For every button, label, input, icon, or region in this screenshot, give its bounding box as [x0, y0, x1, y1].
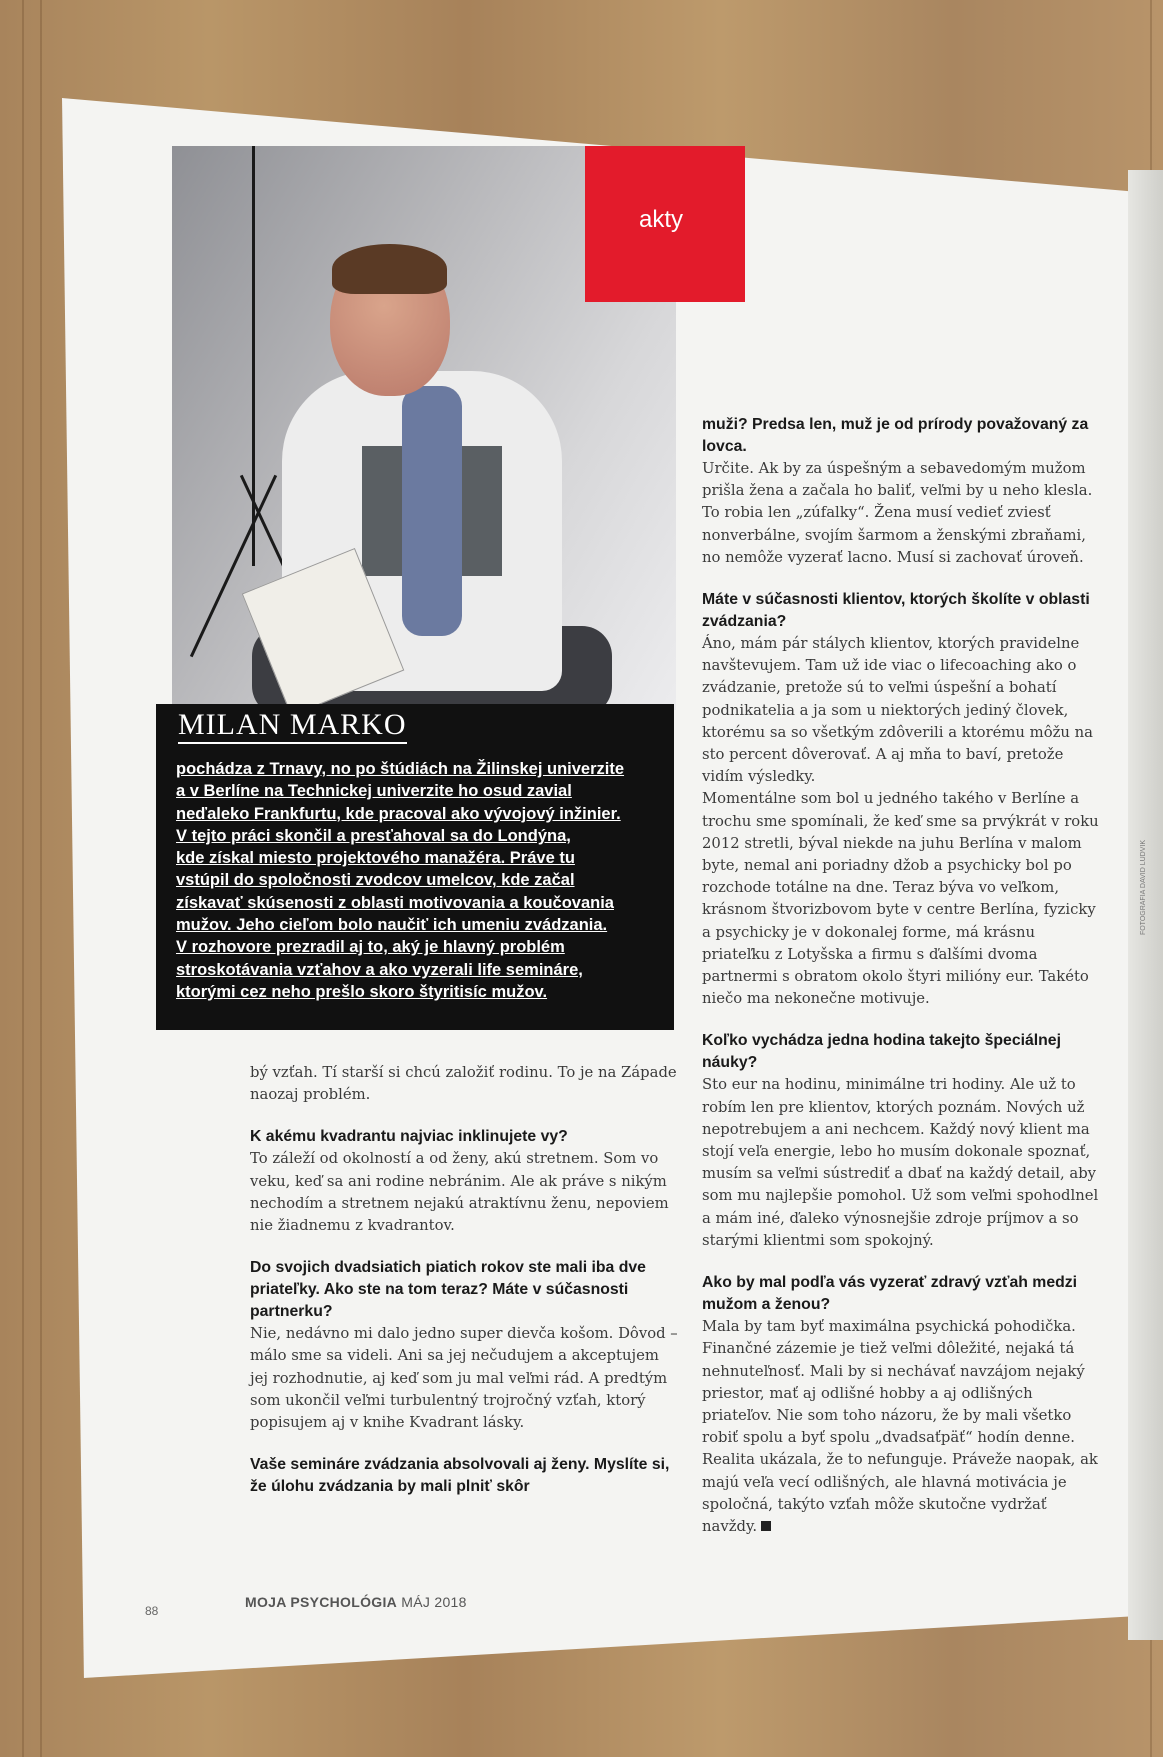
page-number: 88 — [145, 1604, 159, 1618]
bio-line: pochádza z Trnavy, no po štúdiách na Žilinskej univerzite — [176, 760, 625, 778]
bio-name: MILAN MARKO — [178, 708, 407, 744]
question-heading: Do svojich dvadsiatich piatich rokov ste mali iba dve priateľky. Ako ste na tom teraz? Máte v súčasnosti partnerku? — [250, 1259, 646, 1321]
bio-line: kde získal miesto projektového manažéra. Práve tu — [176, 849, 575, 868]
right-column — [702, 414, 1102, 1538]
magazine-name: MOJA PSYCHOLÓGIA — [245, 1594, 398, 1610]
answer-text: Mala by tam byť maximálna psychická pohodička. Finančné zázemie je tiež veľmi dôležité, nejaká tá nehnuteľnosť. Mali by si nechávať navzájom nejaký priestor, mať aj odlišné hobby a aj odlišných priateľov. Nie som toho názoru, že by mali všetko robiť spolu a byť spolu „dvadsaťpäť“ hodín denne. Realita ukázala, že to nefunguje. Práveže naopak, ak majú veľa vecí odlišných, ale hlavná motivácia je spoločná, takýto vzťah môže skutočne vydržať navždy. — [702, 1318, 1098, 1535]
answer-text: Určite. Ak by za úspešným a sebavedomým mužom prišla žena a začala ho baliť, veľmi by u neho klesla. To robia len „zúfalky“. Žena musí vedieť zviesť nonverbálne, svojím šarmom a ženskými zbraňami, no nemôže vyzerať lacno. Musí si zachovať úroveň. — [702, 460, 1093, 566]
question-heading: Máte v súčasnosti klientov, ktorých školíte v oblasti zvádzania? — [702, 591, 1090, 631]
bio-line: vstúpil do spoločnosti zvodcov umelcov, kde začal — [176, 871, 575, 890]
bio-text — [176, 758, 666, 1003]
section-tag — [585, 146, 745, 302]
bio-line: a v Berlíne na Technickej univerzite ho osud zavial — [176, 782, 572, 801]
footer-title — [245, 1594, 467, 1610]
answer-text: Momentálne som bol u jedného takého v Berlíne a trochu sme spomínali, že keď sme sa prvýkrát v roku 2012 stretli, býval niekde na juhu Berlína v malom byte, nemal ani poriadny džob a psychicky bol po rozchode totálne na dne. Teraz býva vo veľkom, krásnom štvorizbovom byte v centre Berlína, fyzicky a psychicky je v dokonalej forme, má krásnu priateľku z Lotyšska a firmu s ďalšími dvoma partnermi s obratom okolo štyri milióny eur. Takéto niečo ma nekonečne motivuje. — [702, 790, 1099, 1008]
bio-line: V tejto práci skončil a presťahoval sa do Londýna, — [176, 826, 571, 845]
section-tag-label: akty — [639, 206, 684, 233]
bio-line: V rozhovore prezradil aj to, aký je hlavný problém — [176, 938, 565, 957]
question-heading: Ako by mal podľa vás vyzerať zdravý vzťah medzi mužom a ženou? — [702, 1274, 1078, 1314]
question-heading: muži? Predsa len, muž je od prírody považovaný za lovca. — [702, 416, 1089, 455]
bio-line: mužov. Jeho cieľom bolo naučiť ich umeniu zvádzania. — [176, 916, 608, 935]
question-heading: Vaše semináre zvádzania absolvovali aj ženy. Myslíte si, že úlohu zvádzania by mali plniť skôr — [250, 1456, 670, 1496]
bio-line: stroskotávania vzťahov a ako vyzerali life semináre, — [176, 960, 583, 979]
bio-line: získavať skúsenosti z oblasti motivovania a koučovania — [176, 893, 614, 912]
left-column — [250, 1062, 680, 1498]
answer-text: To záleží od okolností a od ženy, akú stretnem. Som vo veku, keď sa ani rodine nebránim. Ale ak práve s nikým nechodím a stretnem nejakú atraktívnu ženu, nepoviem nie žiadnemu z kvadrantov. — [250, 1150, 669, 1235]
answer-text: Áno, mám pár stálych klientov, ktorých pravidelne navštevujem. Tam už ide viac o lifecoaching ako o zvádzanie, pretože sú to veľmi úspešní a bohatí podnikatelia a ja som u niektorých jediný človek, ktorému sa so všetkým zdôverili a ktorému môžu na sto percent dôverovať. A aj mňa to baví, pretože vidím výsledky. — [702, 635, 1093, 786]
question-heading: K akému kvadrantu najviac inklinujete vy? — [250, 1128, 568, 1146]
question-heading: Koľko vychádza jedna hodina takejto špeciálnej náuky? — [702, 1032, 1061, 1072]
answer-text: Nie, nedávno mi dalo jedno super dievča košom. Dôvod – málo sme sa videli. Ani sa jej nečudujem a akceptujem jej rozhodnutie, aj keď som ju mal veľmi rád. A predtým som ukončil veľmi turbulentný trojročný vzťah, ktorý popisujem aj v knihe Kvadrant lásky. — [250, 1325, 678, 1432]
issue-date: MÁJ 2018 — [401, 1594, 467, 1610]
end-of-article-icon — [761, 1521, 771, 1531]
photo-credit: FOTOGRAFIA DAVID LUDVIK — [1140, 840, 1147, 936]
bio-line: ktorými cez neho prešlo skoro štyritisíc mužov. — [176, 982, 548, 1001]
answer-text: Sto eur na hodinu, minimálne tri hodiny. Ale už to robím len pre klientov, ktorých poznám. Nových už nepotrebujem a ani nechcem. Každý nový klient ma stojí veľa energie, lebo ho musím dokonale spoznať, musím sa veľmi sústrediť a dbať na každý detail, aby som mu najlepšie pomohol. Už som veľmi spohodlnel a mám iné, ďaleko výnosnejšie zdroje príjmov a so starými klientmi som spokojný. — [702, 1076, 1099, 1249]
bio-line: neďaleko Frankfurtu, kde pracoval ako vývojový inžinier. — [176, 804, 621, 823]
answer-text: bý vzťah. Tí starší si chcú založiť rodinu. To je na Západe naozaj problém. — [250, 1064, 677, 1104]
